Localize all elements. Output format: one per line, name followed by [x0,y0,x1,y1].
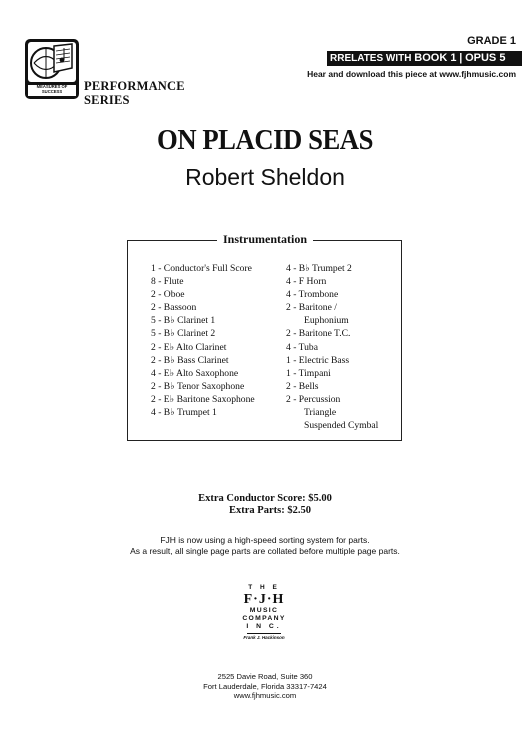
instrument-item: 8 - Flute [151,276,184,288]
logo-music: MUSIC [249,607,279,614]
instrument-item: 1 - Conductor's Full Score [151,263,252,274]
logo-the: T H E [248,584,280,591]
instrument-item: 5 - B♭ Clarinet 2 [151,328,216,340]
correlation-bar [327,51,522,66]
correlation-separator: | [459,52,463,64]
piece-title: ON PLACID SEAS [157,124,373,156]
instrument-item: 2 - Bells [286,380,319,392]
instrumentation-heading: Instrumentation [217,232,313,247]
logo-company: COMPANY [242,615,286,622]
extra-conductor-price: Extra Conductor Score: $5.00 [198,493,332,504]
percussion-subitem: Triangle [304,407,337,419]
instrument-item: 4 - Tuba [286,341,318,353]
instrument-item: 2 - B♭ Bass Clarinet [151,354,229,366]
address-line-2: Fort Lauderdale, Florida 33317-7424 [203,681,327,691]
instrument-item: 2 - Bassoon [151,302,197,314]
logo-fjh: F·J·H [243,592,285,607]
instrument-item: 1 - Timpani [286,367,331,379]
grade-label: GRADE 1 [467,35,516,47]
instrument-item: 2 - E♭ Alto Clarinet [151,341,227,353]
download-note: Hear and download this piece at www.fjhmusic.com [307,69,516,79]
series-name [84,79,185,107]
correlation-prefix: RRELATES WITH [330,53,412,64]
instrument-item: 4 - Trombone [286,289,339,301]
extra-prices [0,493,530,517]
instrument-item: 4 - E♭ Alto Saxophone [151,367,239,379]
logo-divider [247,633,281,634]
logo-signature: Frank J. Hackinson [243,635,285,640]
instrument-item: 2 - Percussion [286,393,341,405]
instrument-item: 5 - B♭ Clarinet 1 [151,315,216,327]
instrumentation-left-column [151,262,255,419]
correlation-book: BOOK 1 [414,52,457,64]
address-line-1: 2525 Davie Road, Suite 360 [217,672,313,681]
instrument-item: 1 - Electric Bass [286,354,350,366]
measures-of-success-logo [24,38,80,100]
instrument-item: 4 - B♭ Trumpet 2 [286,263,352,274]
instrument-item: 4 - B♭ Trumpet 1 [151,407,217,419]
logo-caption: MEASURES OF SUCCESS [36,84,68,94]
series-line-2: SERIES [84,93,130,107]
instrumentation-right-column [286,262,378,432]
instrument-item: 2 - E♭ Baritone Saxophone [151,393,255,405]
instrument-item: 2 - B♭ Tenor Saxophone [151,380,245,392]
instrument-item: 2 - Oboe [151,289,185,301]
notice-line-2: As a result, all single page parts are collated before multiple page parts. [130,546,400,556]
correlation-opus: OPUS 5 [465,52,506,64]
extra-parts-price: Extra Parts: $2.50 [229,505,311,516]
composer-name: Robert Sheldon [185,164,345,190]
logo-inc: I N C. [246,623,282,630]
instrument-item: 4 - F Horn [286,276,327,288]
publisher-address [0,672,530,701]
percussion-subitem: Suspended Cymbal [304,420,379,432]
notice-line-1: FJH is now using a high-speed sorting system for parts. [160,535,370,545]
series-line-1: PERFORMANCE [84,79,185,93]
sorting-notice [0,535,530,557]
instrument-item-continuation: Euphonium [304,315,349,327]
instrument-item: 2 - Baritone T.C. [286,328,351,340]
fjh-publisher-logo [241,584,287,664]
instrument-item: 2 - Baritone / [286,302,337,314]
publisher-website: www.fjhmusic.com [233,691,297,700]
